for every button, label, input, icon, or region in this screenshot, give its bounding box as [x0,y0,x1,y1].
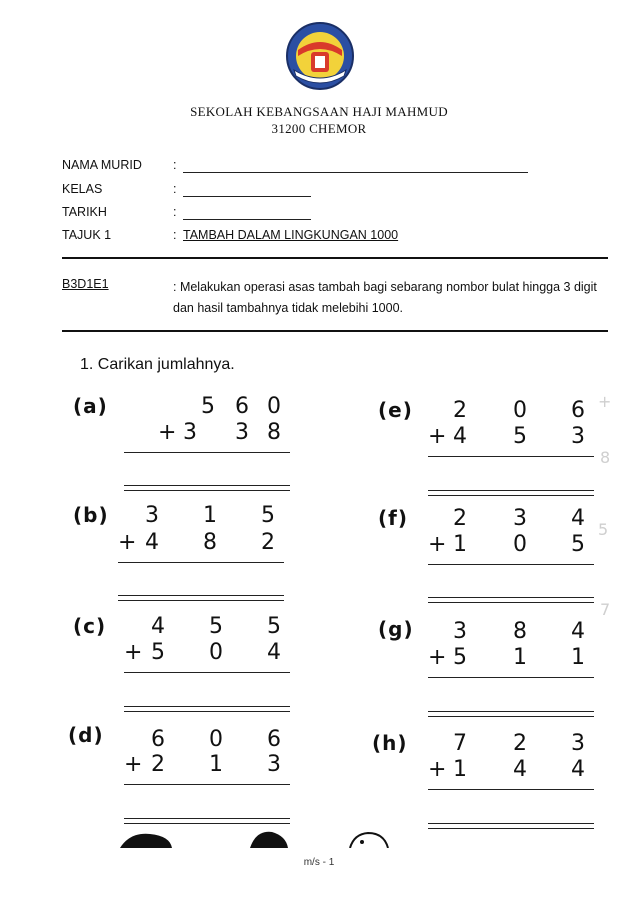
date-field[interactable] [183,207,311,220]
addend-digit: 6 [571,398,585,423]
addend-digit: 3 [513,506,527,531]
plus-sign: + [428,532,447,557]
addend-digit: 4 [571,619,585,644]
addend-digit: 0 [209,640,223,665]
plus-sign: + [158,420,177,445]
answer-line-top [428,823,594,824]
answer-line-top [428,597,594,598]
answer-line-top [428,711,594,712]
sum-line [428,456,594,457]
faint-bleed-mark: 8 [600,448,611,467]
field-label-class: KELAS [62,182,103,196]
sum-line [124,784,290,785]
field-label-date: TARIKH [62,205,107,219]
addend-digit: 3 [235,420,249,445]
exercise-label: (c) [73,614,107,638]
addend-digit: 3 [571,731,585,756]
addend-digit: 0 [267,394,281,419]
answer-line-top [118,595,284,596]
addend-digit: 4 [571,757,585,782]
addend-digit: 5 [151,640,165,665]
cropped-drawing-icon [346,830,392,848]
addend-digit: 2 [261,530,275,555]
school-name: SEKOLAH KEBANGSAAN HAJI MAHMUD [190,104,448,119]
answer-line-bottom [118,600,284,601]
field-colon-date: : [173,205,177,219]
sum-line [124,672,290,673]
addend-digit: 5 [261,503,275,528]
plus-sign: + [428,424,447,449]
addend-digit: 2 [151,752,165,777]
addend-digit: 8 [267,420,281,445]
faint-bleed-mark: 5 [598,520,609,539]
addend-digit: 0 [513,532,527,557]
plus-sign: + [428,645,447,670]
addend-digit: 4 [571,506,585,531]
standard-code: B3D1E1 [62,277,109,291]
addend-digit: 5 [513,424,527,449]
addend-digit: 6 [235,394,249,419]
addend-digit: 1 [453,757,467,782]
addend-digit: 2 [513,731,527,756]
sum-line [118,562,284,563]
field-colon-topic: : [173,228,177,242]
answer-line-bottom [428,828,594,829]
addend-digit: 8 [203,530,217,555]
addend-digit: 5 [571,532,585,557]
addend-digit: 3 [183,420,197,445]
class-field[interactable] [183,184,311,197]
name-field[interactable] [183,160,528,173]
addend-digit: 4 [267,640,281,665]
answer-line-top [124,485,290,486]
divider-bottom [62,330,608,332]
answer-line-top [428,490,594,491]
addend-digit: 0 [209,727,223,752]
addend-digit: 5 [267,614,281,639]
answer-line-bottom [124,490,290,491]
addend-digit: 8 [513,619,527,644]
addend-digit: 6 [151,727,165,752]
addend-digit: 4 [453,424,467,449]
addend-digit: 0 [513,398,527,423]
field-colon-class: : [173,182,177,196]
addend-digit: 7 [453,731,467,756]
addend-digit: 1 [203,503,217,528]
plus-sign: + [124,640,143,665]
sum-line [428,789,594,790]
addend-digit: 2 [453,398,467,423]
addend-digit: 3 [453,619,467,644]
addend-digit: 1 [513,645,527,670]
plus-sign: + [124,752,143,777]
addend-digit: 6 [267,727,281,752]
exercise-label: (e) [378,398,413,422]
sum-line [428,677,594,678]
faint-bleed-mark: 7 [600,600,611,619]
addend-digit: 1 [209,752,223,777]
school-crest-icon [284,20,356,92]
addend-digit: 3 [267,752,281,777]
exercise-label: (f) [378,506,408,530]
faint-bleed-mark: + [598,392,612,411]
standard-text: : Melakukan operasi asas tambah bagi sebarang nombor bulat hingga 3 digit dan hasil tambahnya tidak melebihi 1000. [173,280,597,315]
page-footer: m/s - 1 [303,857,335,868]
addend-digit: 5 [201,394,215,419]
sum-line [428,564,594,565]
answer-line-top [124,818,290,819]
exercise-label: (b) [73,503,109,527]
addend-digit: 2 [453,506,467,531]
field-label-topic: TAJUK 1 [62,228,112,242]
field-colon-name: : [173,158,177,172]
answer-line-bottom [428,495,594,496]
cropped-next-exercise-icon [100,828,300,848]
addend-digit: 4 [513,757,527,782]
exercise-label: (a) [73,394,108,418]
addend-digit: 4 [151,614,165,639]
answer-line-top [124,706,290,707]
exercise-label: (h) [372,731,408,755]
addend-digit: 1 [571,645,585,670]
exercise-label: (g) [378,617,414,641]
field-label-name: NAMA MURID [62,158,142,172]
school-address: 31200 CHEMOR [271,121,367,136]
addend-digit: 3 [571,424,585,449]
answer-line-bottom [124,711,290,712]
addend-digit: 4 [145,530,159,555]
exercise-label: (d) [68,723,104,747]
addend-digit: 5 [209,614,223,639]
answer-line-bottom [124,823,290,824]
answer-line-bottom [428,716,594,717]
divider-top [62,257,608,259]
plus-sign: + [428,757,447,782]
answer-line-bottom [428,602,594,603]
question-title: 1. Carikan jumlahnya. [80,356,235,373]
sum-line [124,452,290,453]
topic-value: TAMBAH DALAM LINGKUNGAN 1000 [183,228,399,242]
addend-digit: 5 [453,645,467,670]
addend-digit: 3 [145,503,159,528]
plus-sign: + [118,530,137,555]
addend-digit: 1 [453,532,467,557]
